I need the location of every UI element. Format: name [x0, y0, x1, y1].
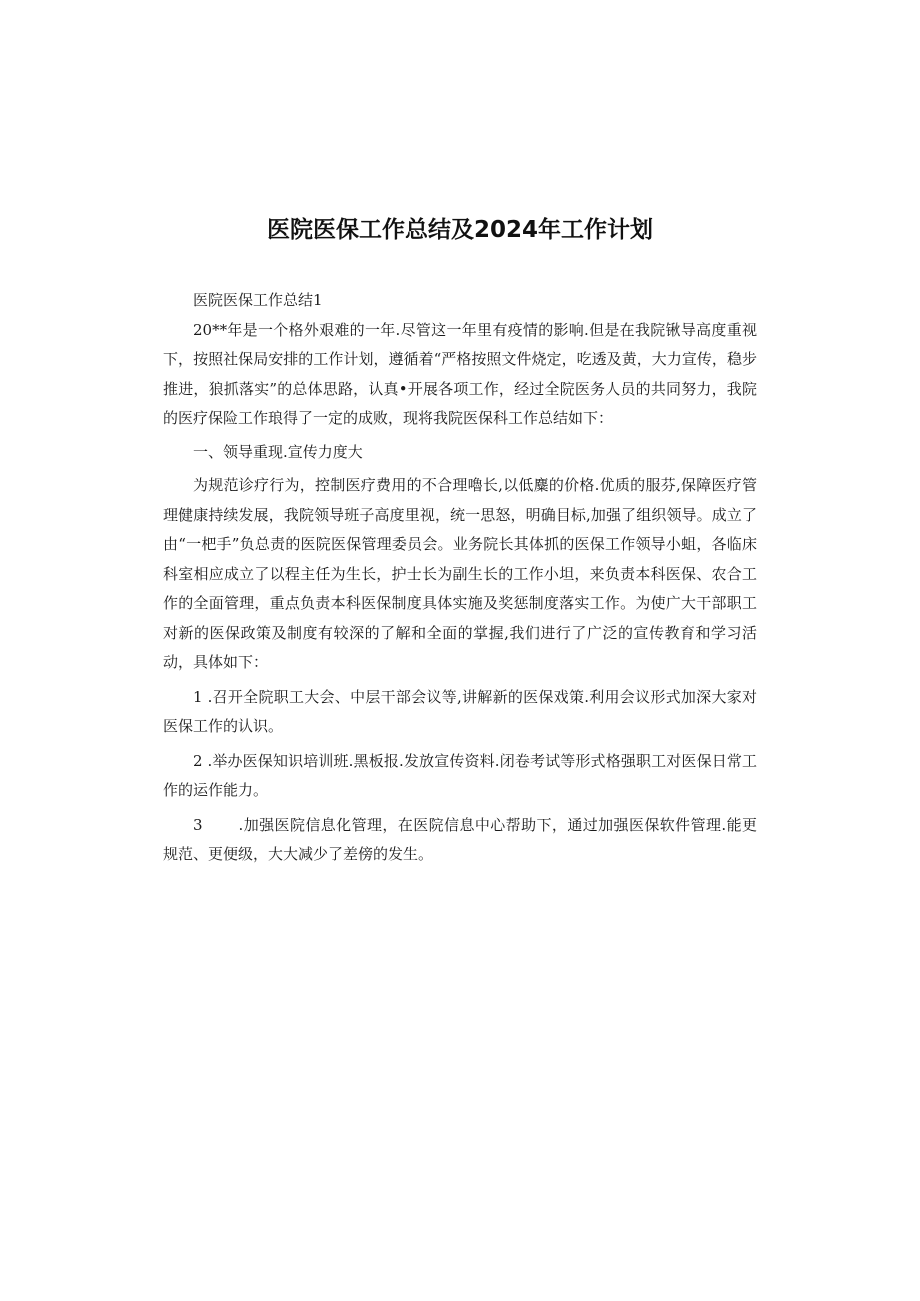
- list-item-3: [163, 811, 757, 870]
- document-body: [163, 286, 757, 870]
- document-title: 医院医保工作总结及2024年工作计划: [266, 217, 653, 243]
- list-item-1: 1 .召开全院职工大会、中层干部会议等,讲解新的医保戏策.利用会议形式加深大家对医保工作的认识。: [163, 687, 757, 735]
- list-item-3-number: 3: [193, 815, 203, 834]
- list-item-3-text: .加强医院信息化管理，在医院信息中心帮助下，通过加强医保软件管理.能更规范、更便级，大大减少了差傍的发生。: [163, 815, 757, 863]
- intro-paragraph: 20**年是一个格外艰难的一年.尽管这一年里有疫情的影响.但是在我院锹导高度重视下，按照社保局安排的工作计划，遵循着“严格按照文件烧定，吃透及黄，大力宣传，稳步推进，狼抓落实”的总体思路，认真•开展各项工作，经过全院医务人员的共同努力，我院的医疗保险工作琅得了一定的成败，现将我院医保科工作总结如下：: [163, 320, 757, 427]
- leadership-paragraph: 为规范诊疗行为，控制医疗费用的不合理嚕长,以低麋的价格.优质的服芬,保障医疗管理健康持续发展，我院领导班子高度里视，统一思怒，明确目标,加强了组织领导。成立了由“一杷手”负总责的医院医保管理委员会。业务院长其体抓的医保工作领导小蛆，各临床科室相应成立了以程主任为生长，护士长为副生长的工作小坦，来负责本科医保、农合工作的全面管理，重点负责本科医保制度具体实施及奖惩制度落实工作。为使广大干部职工对新的医保政策及制度有较深的了解和全面的掌握,我们进行了广泛的宣传教育和学习活动，具体如下：: [163, 476, 757, 671]
- subheading-leadership: 一、领导重现.宣传力度大: [193, 442, 363, 461]
- section-heading: 医院医保工作总结1: [193, 291, 323, 309]
- list-item-2: 2 .举办医保知识培训班.黑板报.发放宣传资料.闭卷考试等形式格强职工对医保日常工作的运作能力。: [163, 751, 757, 799]
